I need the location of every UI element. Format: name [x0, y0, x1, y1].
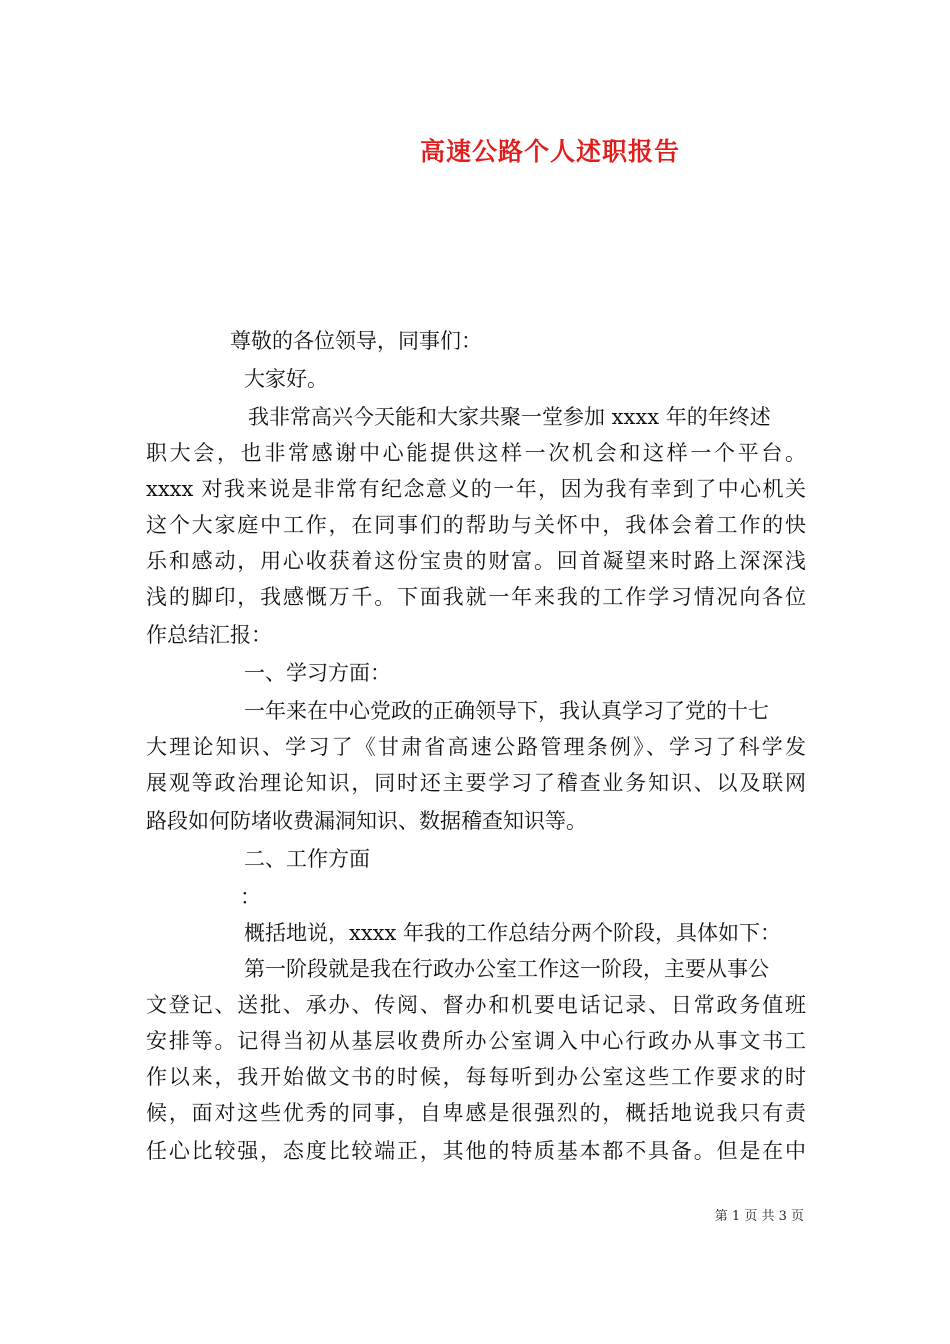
- paragraph-line: xxxx 对我来说是非常有纪念意义的一年，因为我有幸到了中心机关: [146, 477, 806, 501]
- greeting: 大家好。: [244, 367, 328, 391]
- section-heading-study: 一、学习方面：: [244, 661, 391, 685]
- section-heading-work: 二、工作方面: [244, 847, 370, 871]
- section-heading-colon: ：: [240, 885, 261, 909]
- paragraph-line: 路段如何防堵收费漏洞知识、数据稽查知识等。: [146, 809, 587, 833]
- paragraph-line: 一年来在中心党政的正确领导下，我认真学习了党的十七: [244, 699, 769, 723]
- page-number: 第 1 页 共 3 页: [714, 1209, 804, 1224]
- paragraph-line: 概括地说，xxxx 年我的工作总结分两个阶段，具体如下：: [244, 921, 782, 945]
- paragraph-line: 作总结汇报：: [146, 623, 272, 647]
- paragraph-line: 职大会，也非常感谢中心能提供这样一次机会和这样一个平台。: [146, 441, 806, 465]
- paragraph-line: 安排等。记得当初从基层收费所办公室调入中心行政办从事文书工: [146, 1029, 806, 1053]
- paragraph-line: 作以来，我开始做文书的时候，每每听到办公室这些工作要求的时: [146, 1065, 806, 1089]
- paragraph-line: 这个大家庭中工作，在同事们的帮助与关怀中，我体会着工作的快: [146, 513, 806, 537]
- paragraph-line: 文登记、送批、承办、传阅、督办和机要电话记录、日常政务值班: [146, 993, 806, 1017]
- paragraph-line: 我非常高兴今天能和大家共聚一堂参加 xxxx 年的年终述: [248, 405, 771, 429]
- paragraph-line: 任心比较强，态度比较端正，其他的特质基本都不具备。但是在中: [146, 1139, 806, 1163]
- document-title: 高速公路个人述职报告: [419, 137, 680, 166]
- paragraph-line: 浅的脚印，我感慨万千。下面我就一年来我的工作学习情况向各位: [146, 585, 806, 609]
- paragraph-line: 第一阶段就是我在行政办公室工作这一阶段，主要从事公: [244, 957, 769, 981]
- salutation: 尊敬的各位领导，同事们：: [230, 329, 482, 353]
- paragraph-line: 候，面对这些优秀的同事，自卑感是很强烈的，概括地说我只有责: [146, 1101, 806, 1125]
- paragraph-line: 大理论知识、学习了《甘肃省高速公路管理条例》、学习了科学发: [146, 735, 806, 759]
- paragraph-line: 乐和感动，用心收获着这份宝贵的财富。回首凝望来时路上深深浅: [146, 549, 806, 573]
- paragraph-line: 展观等政治理论知识，同时还主要学习了稽查业务知识、以及联网: [146, 771, 806, 795]
